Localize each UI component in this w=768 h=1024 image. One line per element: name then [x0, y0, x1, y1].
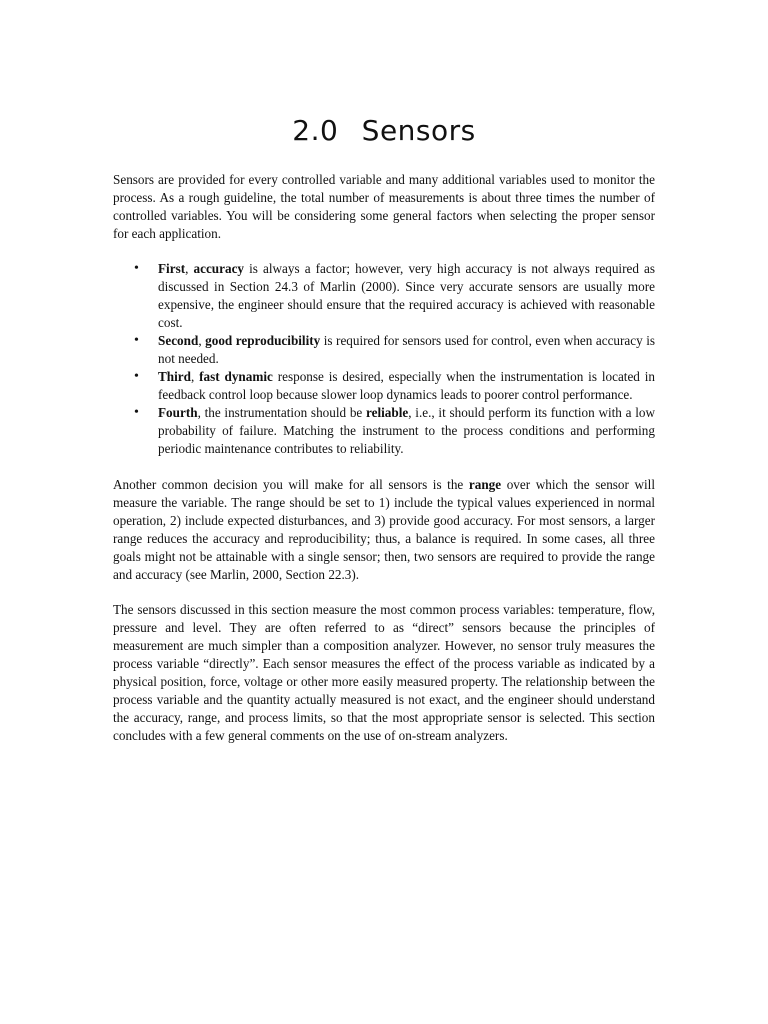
section-title: 2.0 Sensors — [292, 114, 476, 147]
keyword: fast dynamic — [199, 369, 273, 384]
paragraph-text: over which the sensor will measure the variable. The range should be set to 1) include the typical values experienced in normal operation, 2) include expected disturbances, and 3) provide good accuracy. For most sensors, a larger range reduces the accuracy and reproducibility; thus, a balance is required. In some cases, all three goals might not be attainable with a single sensor; then, two sensors are required to provide the range and accuracy (see Marlin, 2000, Section 22.3). — [113, 477, 656, 582]
separator: , — [190, 369, 200, 384]
keyword: range — [468, 477, 502, 492]
keyword: accuracy — [193, 261, 245, 276]
keyword: reliable — [366, 405, 409, 420]
item-text: , the instrumentation should be — [197, 405, 367, 420]
list-item-reproducibility — [158, 332, 655, 368]
document-page — [113, 112, 655, 762]
lead-word: Third — [158, 369, 191, 384]
separator: , — [185, 261, 194, 276]
lead-word: First — [158, 261, 186, 276]
list-item-dynamic — [158, 368, 655, 404]
lead-word: Second — [158, 333, 199, 348]
lead-word: Fourth — [158, 405, 198, 420]
paragraph-text: Another common decision you will make for all sensors is the — [113, 477, 469, 492]
item-text: , i.e., it should perform its function with a low probability of failure. Matching the instrument to the process conditions and performing periodic maintenance contributes to reliability. — [158, 405, 655, 456]
range-paragraph — [113, 476, 655, 584]
item-text: response is desired, especially when the instrumentation is located in feedback control loop because slower loop dynamics leads to poorer control performance. — [158, 369, 656, 402]
list-item-accuracy — [158, 260, 655, 332]
intro-paragraph: Sensors are provided for every controlled variable and many additional variables used to monitor the process. As a rough guideline, the total number of measurements is about three times the number of controlled variables. You will be considering some general factors when selecting the proper sensor for each application. — [113, 172, 655, 241]
list-item-reliability — [158, 404, 655, 458]
item-text: is always a factor; however, very high accuracy is not always required as discussed in Section 24.3 of Marlin (2000). Since very accurate sensors are usually more expensive, the engineer should ensure that the required accuracy is achieved with reasonable cost. — [158, 261, 655, 330]
closing-paragraph: The sensors discussed in this section measure the most common process variables: temperature, flow, pressure and level. They are often referred to as “direct” sensors because the principles of measurement are much simpler than a composition analyzer. However, no sensor truly measures the process variable “directly”. Each sensor measures the effect of the process variable as indicated by a physical position, force, voltage or other more easily measured property. The relationship between the process variable and the quantity actually measured is not exact, and the engineer should understand the accuracy, range, and process limits, so that the most appropriate sensor is selected. This section concludes with a few general comments on the use of on-stream analyzers. — [113, 602, 655, 743]
separator: , — [198, 333, 206, 348]
keyword: good reproducibility — [205, 333, 321, 348]
item-text: is required for sensors used for control, even when accuracy is not needed. — [158, 333, 655, 366]
factors-list — [113, 260, 655, 458]
